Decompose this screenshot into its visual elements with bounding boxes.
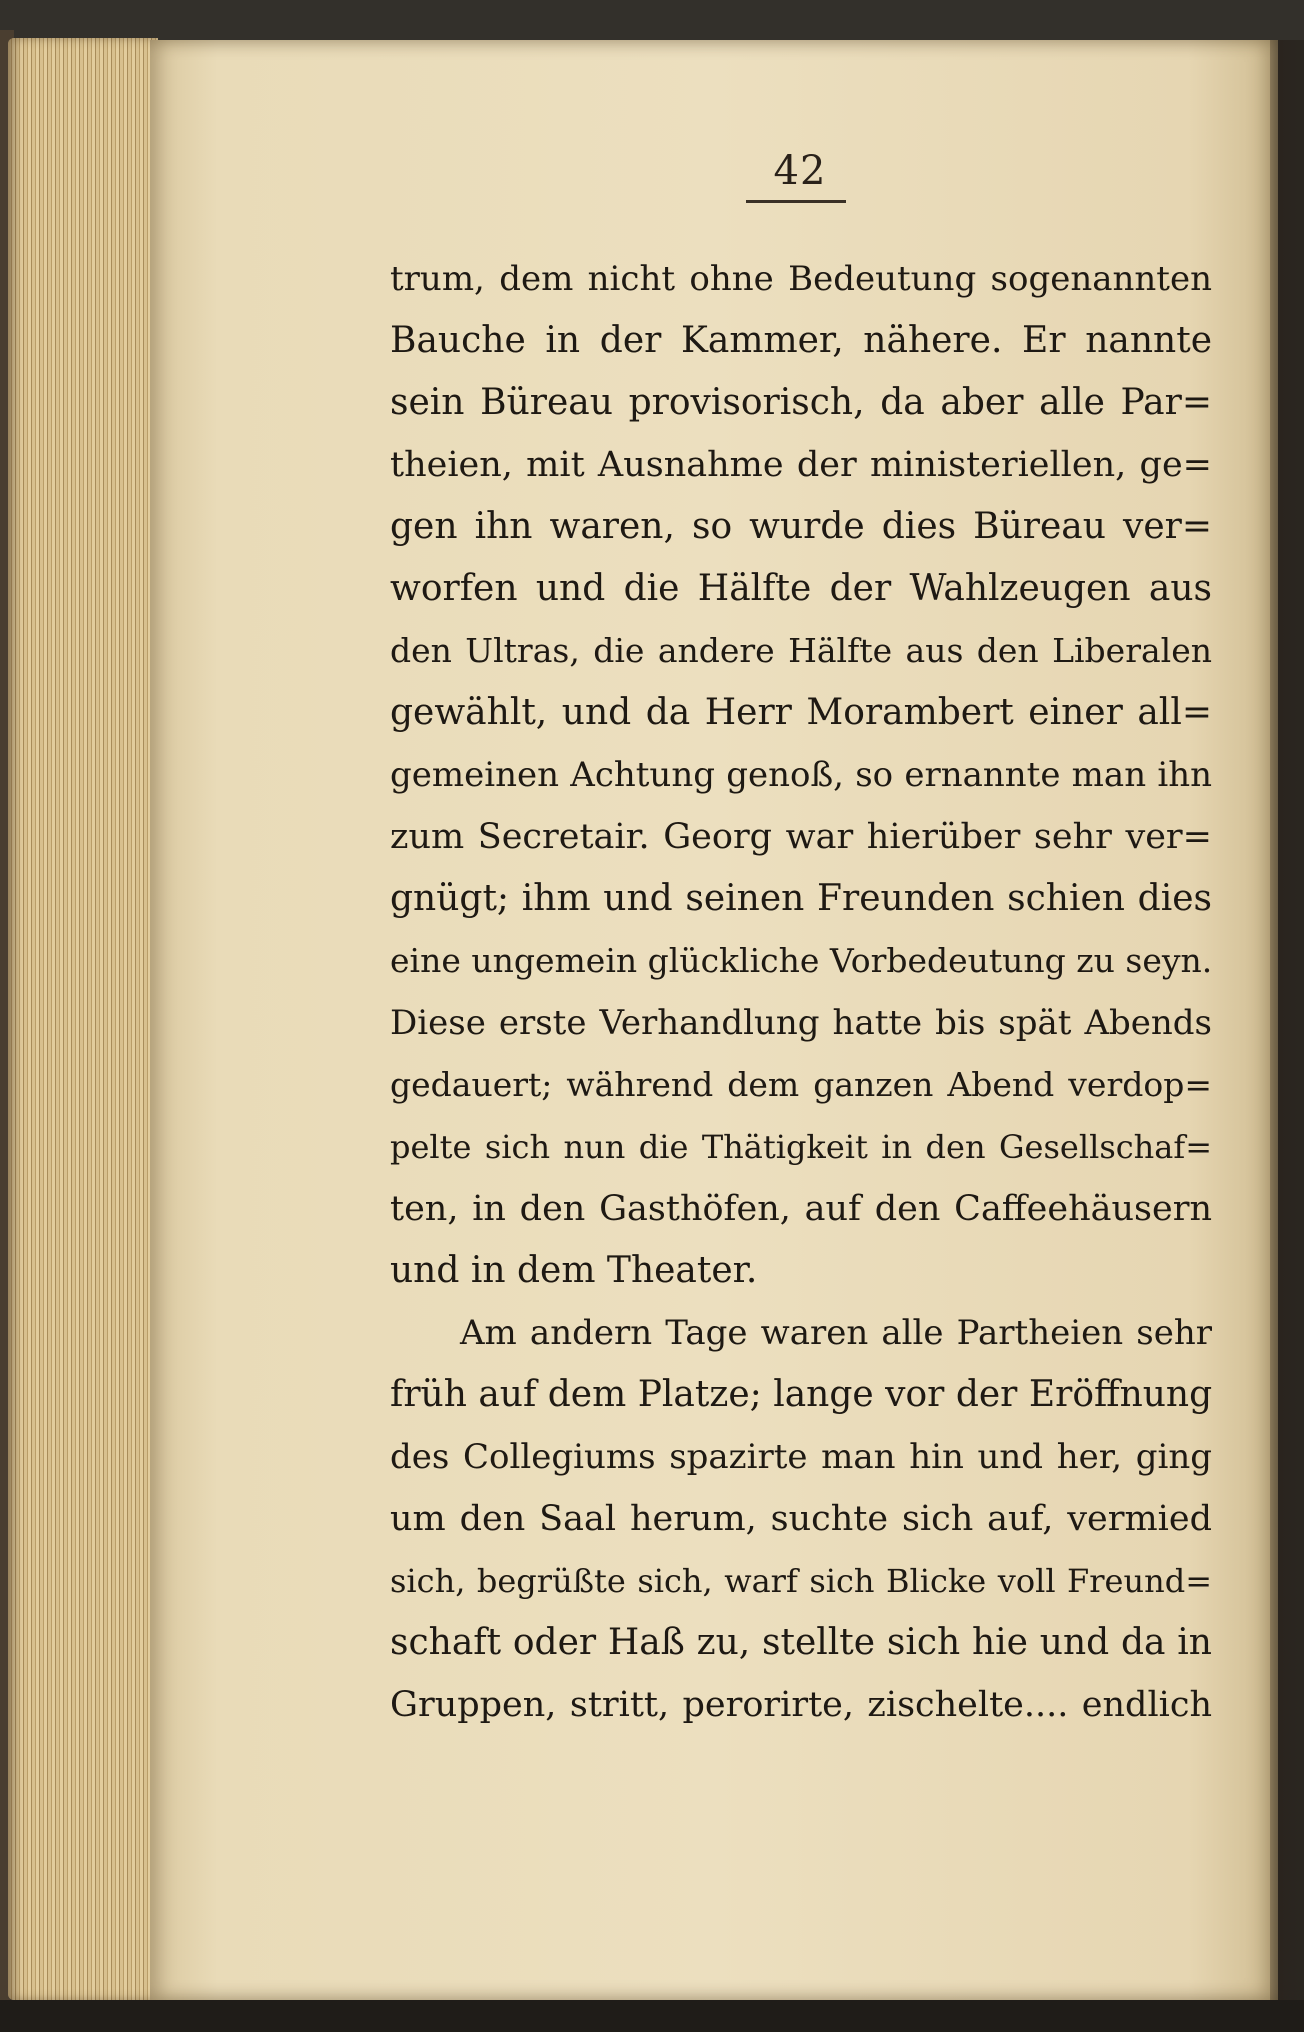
text-line: Diese erste Verhandlung hatte bis spät Abends — [390, 1003, 1212, 1043]
text-line: sein Büreau provisorisch, da aber alle Par= — [390, 382, 1212, 423]
text-line: früh auf dem Platze; lange vor der Eröffnung — [390, 1374, 1212, 1415]
scan-bottom-border — [0, 2000, 1304, 2032]
text-line: gemeinen Achtung genoß, so ernannte man ihn — [390, 755, 1212, 795]
text-line: zum Secretair. Georg war hierüber sehr ver= — [390, 817, 1212, 857]
text-line: und in dem Theater. — [390, 1250, 758, 1291]
text-line: theien, mit Ausnahme der ministeriellen, ge= — [390, 445, 1212, 485]
text-line: Gruppen, stritt, perorirte, zischelte.... endlich — [390, 1685, 1212, 1725]
text-line: um den Saal herum, suchte sich auf, vermied — [390, 1499, 1212, 1539]
text-line: pelte sich nun die Thätigkeit in den Gesellschaf= — [390, 1128, 1212, 1166]
text-line: Am andern Tage waren alle Partheien sehr — [460, 1313, 1212, 1353]
text-line: gewählt, und da Herr Morambert einer all= — [390, 692, 1212, 733]
text-line: gen ihn waren, so wurde dies Büreau ver= — [390, 506, 1212, 547]
page-number-rule — [746, 200, 846, 203]
text-line: gedauert; während dem ganzen Abend verdop= — [390, 1065, 1212, 1104]
text-line: worfen und die Hälfte der Wahlzeugen aus — [390, 568, 1212, 609]
text-line: eine ungemein glückliche Vorbedeutung zu seyn. — [390, 941, 1212, 980]
text-line: Bauche in der Kammer, nähere. Er nannte — [390, 320, 1212, 361]
text-line: sich, begrüßte sich, warf sich Blicke voll Freund= — [390, 1562, 1212, 1600]
body-text — [390, 248, 1212, 1736]
text-line: des Collegiums spazirte man hin und her, ging — [390, 1437, 1212, 1477]
page-number: 42 — [773, 148, 827, 194]
page-gutter-shadow — [1270, 40, 1304, 2000]
text-line: gnügt; ihm und seinen Freunden schien dies — [390, 878, 1212, 919]
text-line: trum, dem nicht ohne Bedeutung sogenannten — [390, 259, 1212, 299]
text-line: ten, in den Gasthöfen, auf den Caffeehäusern — [390, 1189, 1212, 1229]
text-line: schaft oder Haß zu, stellte sich hie und da in — [390, 1622, 1212, 1663]
scan-top-border — [0, 0, 1304, 40]
text-line: den Ultras, die andere Hälfte aus den Liberalen — [390, 631, 1212, 670]
stacked-page-edges — [8, 38, 158, 2000]
